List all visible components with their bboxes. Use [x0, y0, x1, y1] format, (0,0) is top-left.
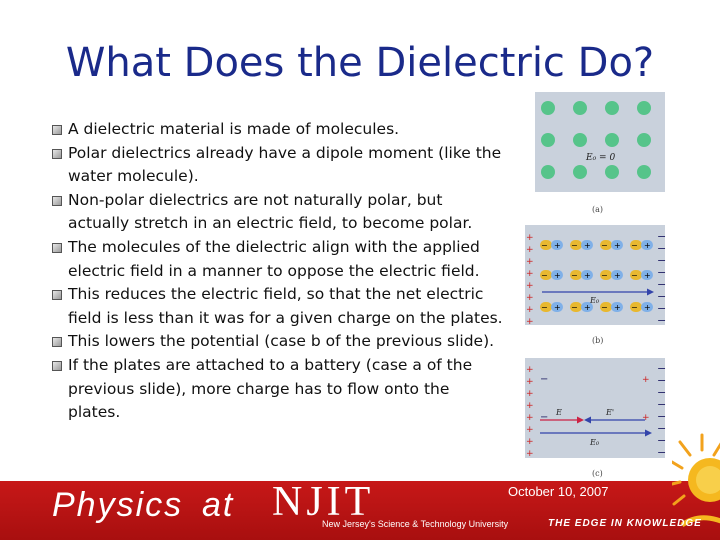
checkbox-bullet-icon — [52, 125, 62, 135]
svg-text:−: − — [657, 386, 667, 399]
molecule-dot — [573, 165, 587, 179]
svg-text:+: + — [526, 305, 534, 315]
footer-at-wordmark: at — [202, 486, 235, 524]
svg-text:−: − — [541, 271, 548, 280]
molecule-dot — [605, 101, 619, 115]
njit-logo: NJIT — [272, 479, 375, 525]
svg-text:+: + — [614, 241, 621, 250]
svg-text:−: − — [601, 271, 608, 280]
field-label-b: E₀ — [590, 296, 600, 305]
footer-date: October 10, 2007 — [508, 484, 609, 499]
svg-text:−: − — [631, 271, 638, 280]
svg-text:−: − — [657, 446, 667, 459]
svg-text:−: − — [657, 302, 667, 315]
field-label-a: E₀ = 0 — [586, 153, 616, 163]
bullet-text: Polar dielectrics already have a dipole moment (like the water molecule). — [68, 143, 502, 186]
svg-text:−: − — [631, 303, 638, 312]
panel-label-c: (c) — [592, 469, 603, 478]
svg-text:−: − — [631, 241, 638, 250]
checkbox-bullet-icon — [52, 290, 62, 300]
svg-text:+: + — [526, 257, 534, 267]
induced-charge-right: + — [642, 375, 650, 385]
svg-text:+: + — [526, 425, 534, 435]
molecule-dot — [573, 101, 587, 115]
svg-text:+: + — [644, 241, 651, 250]
field-label-eprime: E' — [606, 408, 615, 417]
checkbox-bullet-icon — [52, 149, 62, 159]
bullet-text: The molecules of the dielectric align with the applied electric field in a manner to oppose the electric field. — [68, 237, 480, 280]
svg-text:−: − — [601, 303, 608, 312]
bullet-text: This lowers the potential (case b of the previous slide). — [68, 332, 495, 351]
bullet-item — [52, 354, 504, 425]
molecule-dot — [605, 133, 619, 147]
plate-right-c — [657, 362, 666, 459]
svg-text:−: − — [657, 290, 667, 303]
svg-text:+: + — [526, 413, 534, 423]
svg-text:+: + — [584, 271, 591, 280]
molecule-dot — [605, 165, 619, 179]
molecule-dot — [637, 101, 651, 115]
checkbox-bullet-icon — [52, 243, 62, 253]
footer-physics-wordmark: Physics — [52, 486, 184, 524]
checkbox-bullet-icon — [52, 361, 62, 371]
molecule-dot — [541, 101, 555, 115]
bullet-text: If the plates are attached to a battery (case a of the previous slide), more charge has to flow onto the plates. — [68, 355, 473, 422]
svg-text:−: − — [601, 241, 608, 250]
molecule-dot — [637, 133, 651, 147]
njit-tagline: New Jersey's Science & Technology University — [322, 519, 509, 529]
svg-text:+: + — [526, 365, 534, 375]
svg-text:+: + — [526, 377, 534, 387]
bullet-text: This reduces the electric field, so that the net electric field is less than it was for a given charge on the plates. — [68, 285, 503, 327]
svg-text:−: − — [657, 314, 667, 327]
induced-charge-left: − — [540, 374, 549, 385]
svg-text:−: − — [657, 422, 667, 435]
svg-text:−: − — [657, 374, 667, 387]
svg-text:+: + — [526, 245, 534, 255]
bullet-list — [52, 118, 504, 425]
svg-text:−: − — [541, 241, 548, 250]
bullet-item — [52, 142, 504, 189]
checkbox-bullet-icon — [52, 196, 62, 206]
svg-text:−: − — [657, 242, 667, 255]
svg-text:+: + — [526, 317, 534, 327]
svg-text:−: − — [571, 241, 578, 250]
bullet-text: A dielectric material is made of molecules. — [68, 120, 400, 138]
bullet-item — [52, 236, 504, 283]
svg-text:+: + — [526, 233, 534, 243]
svg-text:+: + — [584, 303, 591, 312]
bullet-item — [52, 283, 504, 330]
dielectric-figures — [520, 90, 670, 480]
panel-label-b: (b) — [592, 336, 604, 345]
svg-text:−: − — [541, 303, 548, 312]
field-label-e0: E₀ — [590, 438, 600, 447]
edge-tagline: THE EDGE IN KNOWLEDGE — [548, 518, 702, 529]
svg-text:−: − — [657, 278, 667, 291]
bullet-item — [52, 330, 504, 354]
svg-text:−: − — [657, 266, 667, 279]
svg-text:+: + — [554, 271, 561, 280]
svg-text:−: − — [657, 230, 667, 243]
svg-text:−: − — [571, 303, 578, 312]
induced-charge-left: − — [540, 412, 549, 423]
molecule-dot — [637, 165, 651, 179]
svg-text:+: + — [526, 437, 534, 447]
svg-text:−: − — [657, 254, 667, 267]
bullet-text: Non-polar dielectrics are not naturally polar, but actually stretch in an electric field, to become polar. — [68, 190, 473, 233]
induced-charge-right: + — [642, 413, 650, 423]
svg-text:+: + — [614, 303, 621, 312]
svg-text:+: + — [526, 269, 534, 279]
svg-text:+: + — [614, 271, 621, 280]
svg-text:+: + — [554, 241, 561, 250]
svg-text:−: − — [657, 434, 667, 447]
molecule-dot — [541, 133, 555, 147]
svg-text:+: + — [644, 271, 651, 280]
bullet-item — [52, 118, 504, 142]
bullet-item — [52, 189, 504, 236]
panel-label-a: (a) — [592, 205, 604, 214]
svg-text:−: − — [571, 271, 578, 280]
svg-text:+: + — [526, 281, 534, 291]
svg-text:−: − — [657, 410, 667, 423]
plate-right-b — [657, 230, 666, 327]
svg-text:+: + — [554, 303, 561, 312]
svg-text:+: + — [526, 389, 534, 399]
svg-text:−: − — [657, 362, 667, 375]
svg-text:+: + — [526, 449, 534, 459]
checkbox-bullet-icon — [52, 337, 62, 347]
molecule-dot — [573, 133, 587, 147]
svg-text:+: + — [526, 401, 534, 411]
field-label-e: E — [556, 408, 562, 417]
molecule-dot — [541, 165, 555, 179]
svg-text:+: + — [526, 293, 534, 303]
slide-title: What Does the Dielectric Do? — [65, 40, 655, 86]
svg-text:−: − — [657, 398, 667, 411]
svg-text:+: + — [584, 241, 591, 250]
svg-text:+: + — [644, 303, 651, 312]
